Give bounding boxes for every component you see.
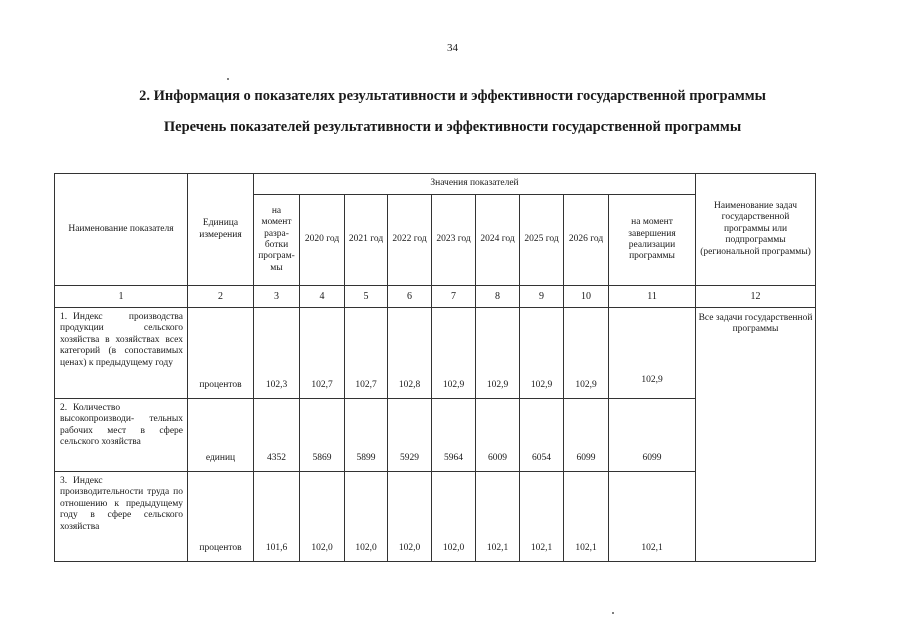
value-cell: 102,3 <box>254 308 300 399</box>
value-cell: 102,0 <box>388 472 432 562</box>
column-number: 8 <box>476 286 520 308</box>
indicator-name-cell <box>55 308 188 399</box>
value-cell: 5964 <box>432 399 476 472</box>
column-number: 3 <box>254 286 300 308</box>
value-cell: 4352 <box>254 399 300 472</box>
value-cell: 102,1 <box>476 472 520 562</box>
value-cell: 102,9 <box>476 308 520 399</box>
header-row-1 <box>55 174 816 195</box>
list-title: Перечень показателей результативности и эффективности государственной программы <box>163 119 742 135</box>
value-cell: 6054 <box>520 399 564 472</box>
value-cell: 102,9 <box>520 308 564 399</box>
value-cell: 5929 <box>388 399 432 472</box>
value-cell: 6009 <box>476 399 520 472</box>
header-tasks: Наименование задач государственной программы или подпрограммы (региональной программы) <box>696 174 816 286</box>
indicators-table <box>54 173 816 562</box>
indicator-name: Количество высокопроизводи- тельных рабочих мест в сфере сельского хозяйства <box>60 403 183 448</box>
column-number: 6 <box>388 286 432 308</box>
header-year: 2026 год <box>564 195 609 286</box>
column-number: 12 <box>696 286 816 308</box>
row-number: 1. <box>60 312 68 322</box>
value-cell: 102,0 <box>300 472 345 562</box>
value-cell: 102,9 <box>609 308 696 399</box>
indicator-name-cell <box>55 472 188 562</box>
column-number: 1 <box>55 286 188 308</box>
row-number: 2. <box>60 403 68 413</box>
indicator-name: Индекс производительности труда по отношению к предыдущему году в сфере сельского хозяйства <box>60 476 183 532</box>
header-year: 2025 год <box>520 195 564 286</box>
section-title: 2. Информация о показателях результативности и эффективности государственной программы <box>139 88 766 104</box>
header-unit: Единица измерения <box>188 174 254 286</box>
value-cell: 5869 <box>300 399 345 472</box>
value-cell: 102,9 <box>432 308 476 399</box>
header-year: 2021 год <box>345 195 388 286</box>
header-at-completion: на момент завершения реализации программы <box>609 195 696 286</box>
scan-speck <box>612 612 614 614</box>
unit-cell: процентов <box>188 472 254 562</box>
column-number-row <box>55 286 816 308</box>
header-values-group: Значения показателей <box>254 174 696 195</box>
value-cell: 101,6 <box>254 472 300 562</box>
column-number: 11 <box>609 286 696 308</box>
unit-cell: процентов <box>188 308 254 399</box>
header-year: 2020 год <box>300 195 345 286</box>
header-year: 2022 год <box>388 195 432 286</box>
scan-speck <box>227 78 229 80</box>
unit-cell: единиц <box>188 399 254 472</box>
tasks-cell: Все задачи государственной программы <box>696 308 816 562</box>
value-cell: 102,0 <box>432 472 476 562</box>
column-number: 5 <box>345 286 388 308</box>
indicator-name: Индекс производства продукции сельского хозяйства в хозяйствах всех категорий (в сопоставимых ценах) к предыдущему году <box>60 312 183 368</box>
column-number: 9 <box>520 286 564 308</box>
header-indicator-name: Наименование показателя <box>55 174 188 286</box>
table-row <box>55 308 816 399</box>
value-cell: 102,7 <box>300 308 345 399</box>
value-cell: 102,1 <box>609 472 696 562</box>
column-number: 7 <box>432 286 476 308</box>
header-at-development: на момент разра- ботки програм- мы <box>254 195 300 286</box>
value-cell: 102,7 <box>345 308 388 399</box>
column-number: 4 <box>300 286 345 308</box>
row-number: 3. <box>60 476 68 486</box>
column-number: 2 <box>188 286 254 308</box>
header-year: 2024 год <box>476 195 520 286</box>
page-number: 34 <box>447 42 458 54</box>
value-cell: 102,1 <box>564 472 609 562</box>
value-cell: 102,9 <box>564 308 609 399</box>
value-cell: 6099 <box>609 399 696 472</box>
indicator-name-cell <box>55 399 188 472</box>
value-cell: 6099 <box>564 399 609 472</box>
value-cell: 102,0 <box>345 472 388 562</box>
value-cell: 5899 <box>345 399 388 472</box>
value-cell: 102,8 <box>388 308 432 399</box>
column-number: 10 <box>564 286 609 308</box>
value-cell: 102,1 <box>520 472 564 562</box>
header-year: 2023 год <box>432 195 476 286</box>
